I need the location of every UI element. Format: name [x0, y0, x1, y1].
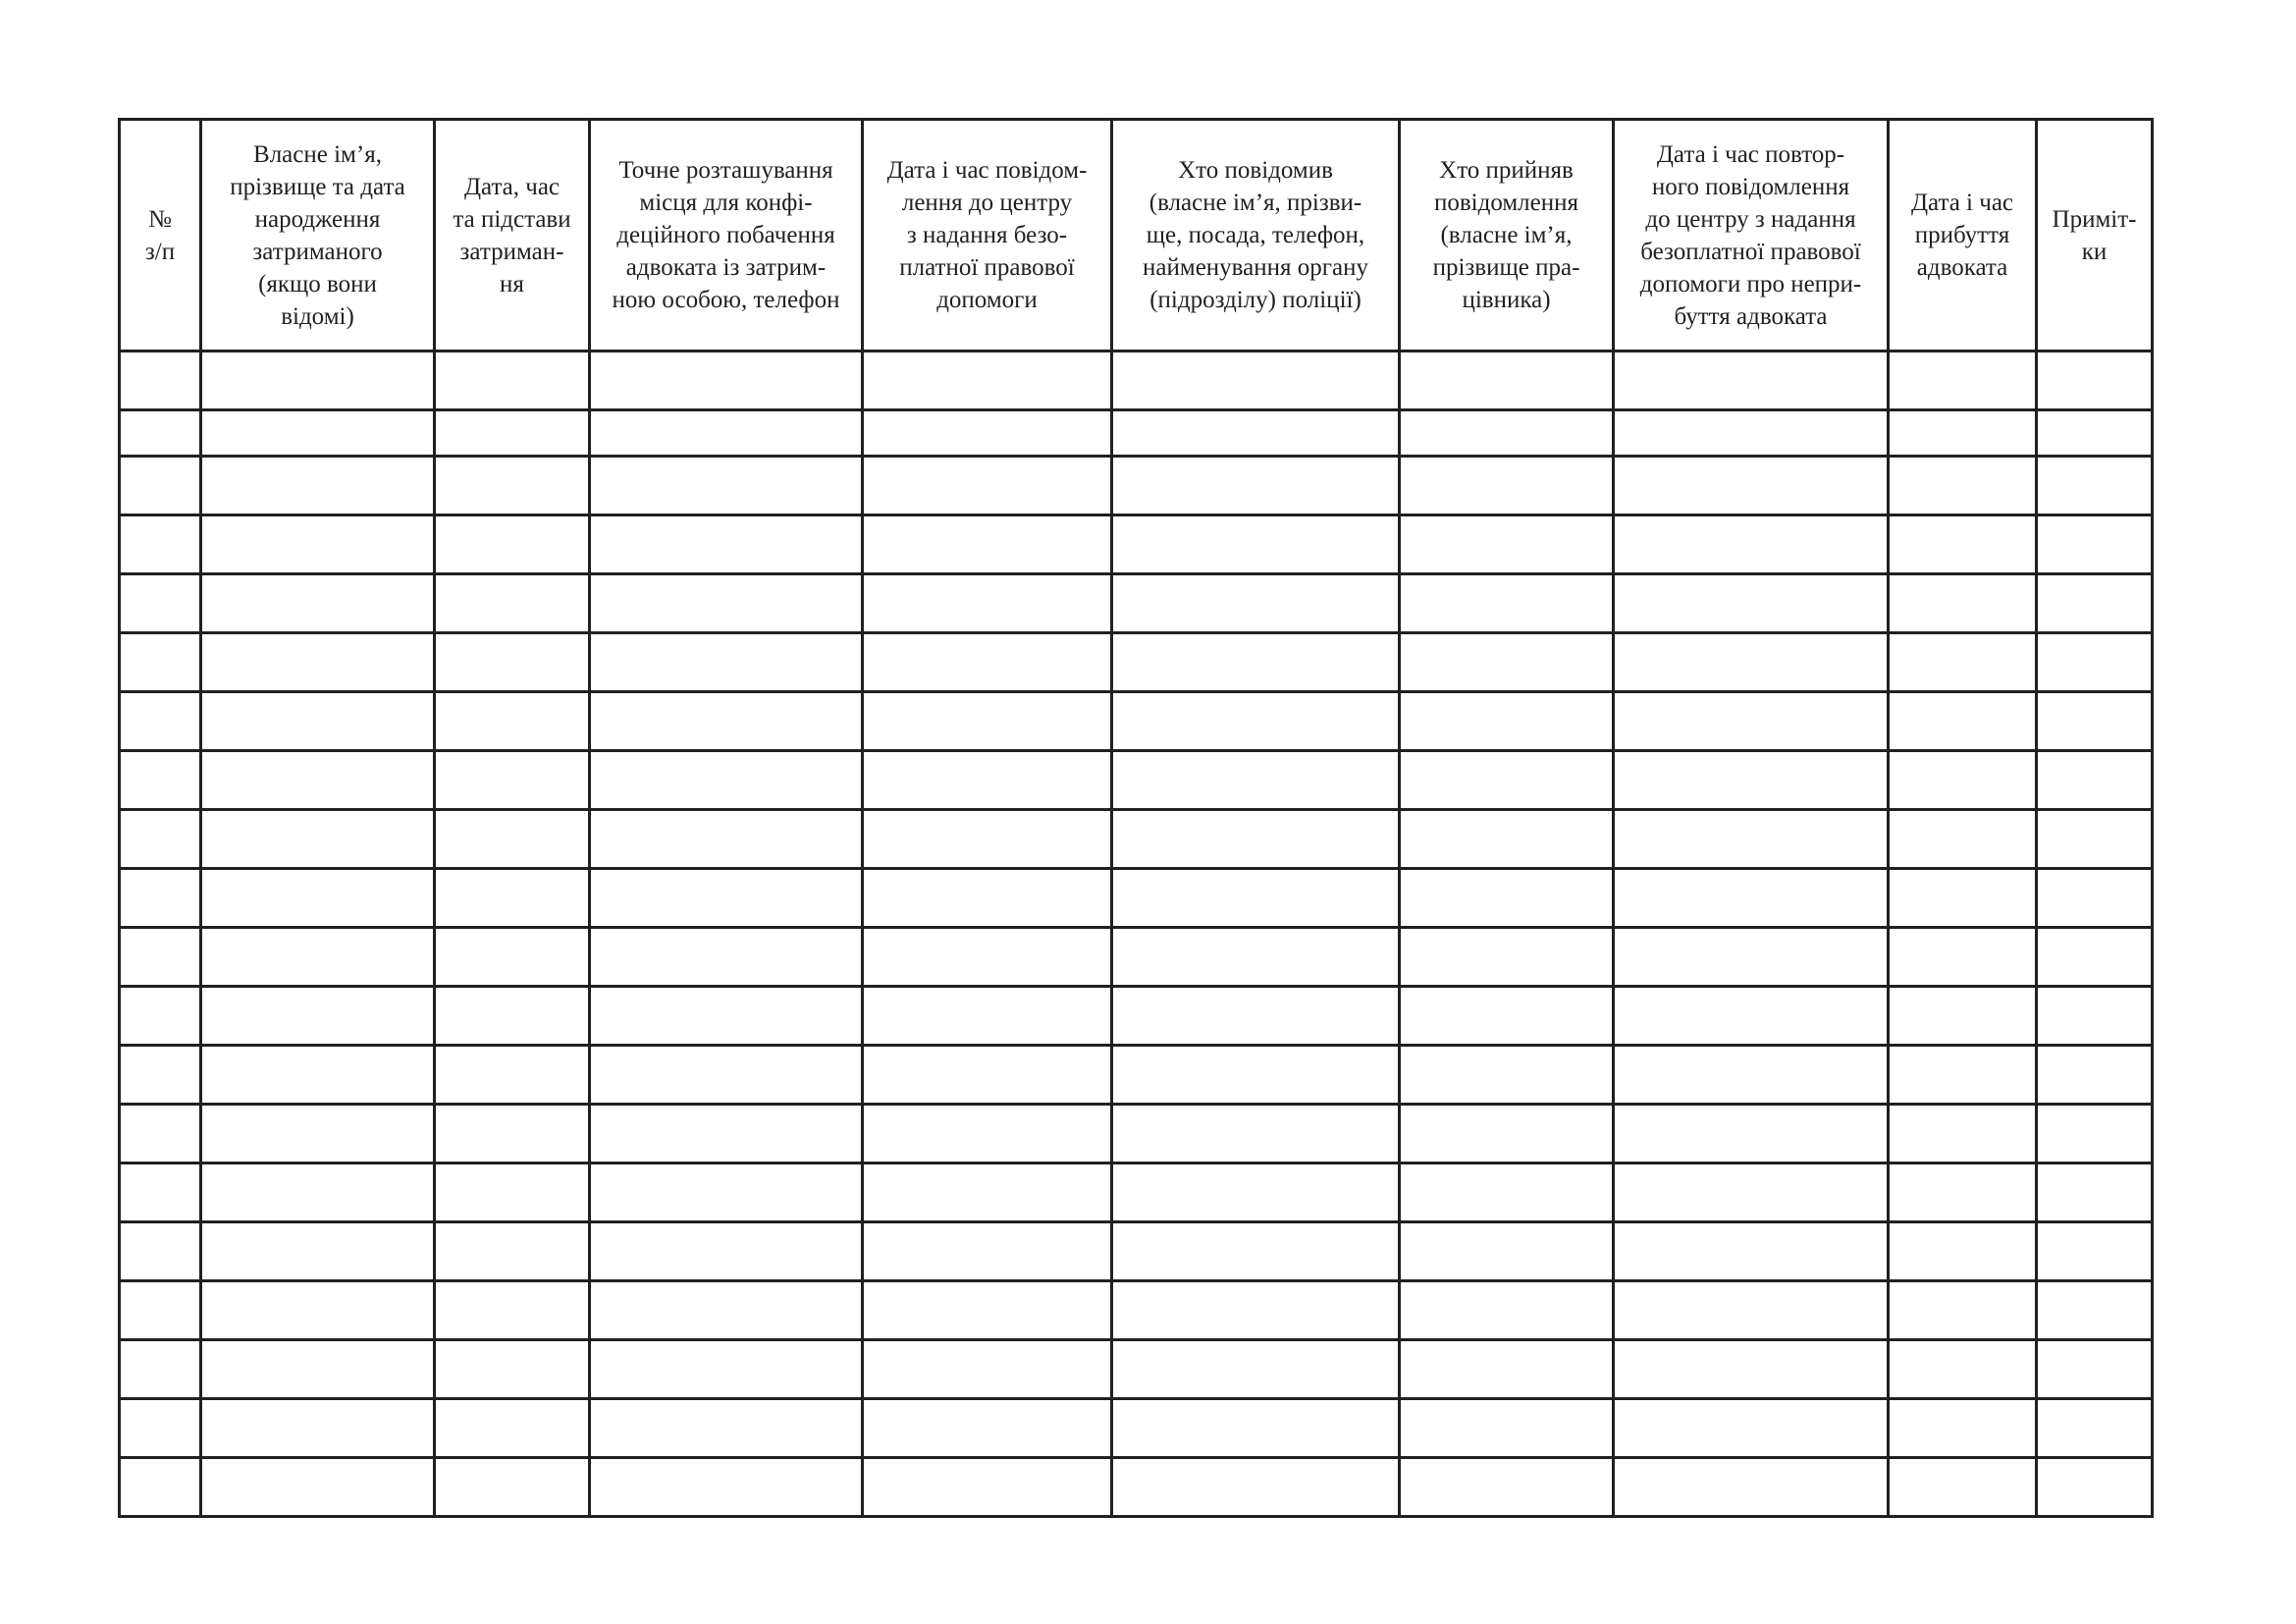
table-row	[120, 515, 2153, 574]
empty-cell[interactable]	[590, 633, 863, 692]
empty-cell[interactable]	[120, 352, 201, 410]
empty-cell[interactable]	[1112, 410, 1400, 457]
empty-cell[interactable]	[863, 1458, 1112, 1517]
empty-cell[interactable]	[120, 1281, 201, 1340]
table-row	[120, 1458, 2153, 1517]
empty-cell[interactable]	[201, 574, 435, 633]
detainee-register-table	[118, 118, 2154, 1518]
empty-cell[interactable]	[590, 810, 863, 869]
empty-cell[interactable]	[435, 869, 590, 928]
table-row	[120, 810, 2153, 869]
empty-cell[interactable]	[201, 1340, 435, 1399]
register-body	[120, 352, 2153, 1517]
empty-cell[interactable]	[120, 574, 201, 633]
column-header-repeat-notification: Дата і час повтор- ного повідомлення до центру з надання безоплатної правової допомоги про непри- буття адвоката	[1614, 120, 1889, 352]
empty-cell[interactable]	[863, 1105, 1112, 1164]
empty-cell[interactable]	[435, 633, 590, 692]
empty-cell[interactable]	[1614, 987, 1889, 1046]
empty-cell[interactable]	[1889, 352, 2037, 410]
table-row	[120, 692, 2153, 751]
empty-cell[interactable]	[435, 1222, 590, 1281]
empty-cell[interactable]	[1889, 1458, 2037, 1517]
empty-cell[interactable]	[1112, 810, 1400, 869]
empty-cell[interactable]	[1400, 1399, 1614, 1458]
empty-cell[interactable]	[590, 751, 863, 810]
empty-cell[interactable]	[1614, 692, 1889, 751]
empty-cell[interactable]	[120, 1046, 201, 1105]
column-header-notification-datetime: Дата і час повідом- лення до центру з надання безо- платної правової допомоги	[863, 120, 1112, 352]
empty-cell[interactable]	[2037, 410, 2153, 457]
empty-cell[interactable]	[863, 1222, 1112, 1281]
empty-cell[interactable]	[1889, 869, 2037, 928]
empty-cell[interactable]	[863, 1281, 1112, 1340]
empty-cell[interactable]	[435, 1046, 590, 1105]
empty-cell[interactable]	[1614, 1164, 1889, 1222]
empty-cell[interactable]	[120, 1458, 201, 1517]
empty-cell[interactable]	[120, 1340, 201, 1399]
empty-cell[interactable]	[120, 928, 201, 987]
empty-cell[interactable]	[2037, 1458, 2153, 1517]
empty-cell[interactable]	[2037, 1105, 2153, 1164]
empty-cell[interactable]	[1112, 515, 1400, 574]
empty-cell[interactable]	[435, 928, 590, 987]
empty-cell[interactable]	[120, 810, 201, 869]
empty-cell[interactable]	[1614, 457, 1889, 515]
empty-cell[interactable]	[1400, 810, 1614, 869]
empty-cell[interactable]	[1889, 692, 2037, 751]
table-row	[120, 1281, 2153, 1340]
empty-cell[interactable]	[120, 1105, 201, 1164]
empty-cell[interactable]	[863, 352, 1112, 410]
empty-cell[interactable]	[120, 987, 201, 1046]
empty-cell[interactable]	[2037, 987, 2153, 1046]
empty-cell[interactable]	[1889, 810, 2037, 869]
empty-cell[interactable]	[201, 1222, 435, 1281]
empty-cell[interactable]	[1889, 574, 2037, 633]
empty-cell[interactable]	[1889, 410, 2037, 457]
empty-cell[interactable]	[2037, 1164, 2153, 1222]
empty-cell[interactable]	[201, 751, 435, 810]
empty-cell[interactable]	[1400, 869, 1614, 928]
empty-cell[interactable]	[1889, 751, 2037, 810]
empty-cell[interactable]	[1614, 1458, 1889, 1517]
empty-cell[interactable]	[1112, 1340, 1400, 1399]
empty-cell[interactable]	[1400, 1164, 1614, 1222]
table-row	[120, 1105, 2153, 1164]
empty-cell[interactable]	[2037, 869, 2153, 928]
empty-cell[interactable]	[863, 1164, 1112, 1222]
empty-cell[interactable]	[1400, 1222, 1614, 1281]
column-header-lawyer-arrival: Дата і час прибуття адвоката	[1889, 120, 2037, 352]
empty-cell[interactable]	[435, 515, 590, 574]
empty-cell[interactable]	[435, 1164, 590, 1222]
empty-cell[interactable]	[120, 1222, 201, 1281]
empty-cell[interactable]	[863, 751, 1112, 810]
empty-cell[interactable]	[1614, 928, 1889, 987]
empty-cell[interactable]	[201, 352, 435, 410]
empty-cell[interactable]	[590, 1222, 863, 1281]
empty-cell[interactable]	[1614, 751, 1889, 810]
empty-cell[interactable]	[201, 869, 435, 928]
column-header-detention-datetime: Дата, час та підстави затриман- ня	[435, 120, 590, 352]
empty-cell[interactable]	[1400, 987, 1614, 1046]
empty-cell[interactable]	[120, 1164, 201, 1222]
empty-cell[interactable]	[590, 1340, 863, 1399]
table-row	[120, 987, 2153, 1046]
column-header-number: № з/п	[120, 120, 201, 352]
empty-cell[interactable]	[590, 1399, 863, 1458]
empty-cell[interactable]	[590, 1105, 863, 1164]
empty-cell[interactable]	[1112, 869, 1400, 928]
table-row	[120, 869, 2153, 928]
empty-cell[interactable]	[590, 352, 863, 410]
empty-cell[interactable]	[2037, 515, 2153, 574]
empty-cell[interactable]	[201, 928, 435, 987]
empty-cell[interactable]	[2037, 1340, 2153, 1399]
empty-cell[interactable]	[1112, 751, 1400, 810]
empty-cell[interactable]	[201, 633, 435, 692]
table-row	[120, 928, 2153, 987]
empty-cell[interactable]	[863, 987, 1112, 1046]
empty-cell[interactable]	[1614, 1281, 1889, 1340]
empty-cell[interactable]	[1400, 457, 1614, 515]
empty-cell[interactable]	[590, 1281, 863, 1340]
empty-cell[interactable]	[863, 1399, 1112, 1458]
empty-cell[interactable]	[863, 692, 1112, 751]
empty-cell[interactable]	[1614, 1105, 1889, 1164]
empty-cell[interactable]	[1614, 515, 1889, 574]
empty-cell[interactable]	[863, 574, 1112, 633]
empty-cell[interactable]	[201, 1164, 435, 1222]
empty-cell[interactable]	[2037, 1281, 2153, 1340]
table-row	[120, 457, 2153, 515]
empty-cell[interactable]	[1400, 1281, 1614, 1340]
empty-cell[interactable]	[1400, 633, 1614, 692]
column-header-meeting-location: Точне розташування місця для конфі- деційного побачення адвоката із затрим- ною особою, телефон	[590, 120, 863, 352]
empty-cell[interactable]	[2037, 1399, 2153, 1458]
table-row	[120, 1046, 2153, 1105]
empty-cell[interactable]	[120, 633, 201, 692]
empty-cell[interactable]	[1112, 1105, 1400, 1164]
empty-cell[interactable]	[1889, 1105, 2037, 1164]
empty-cell[interactable]	[1889, 1164, 2037, 1222]
empty-cell[interactable]	[201, 987, 435, 1046]
empty-cell[interactable]	[863, 1046, 1112, 1105]
empty-cell[interactable]	[863, 810, 1112, 869]
empty-cell[interactable]	[1400, 1046, 1614, 1105]
empty-cell[interactable]	[1400, 928, 1614, 987]
empty-cell[interactable]	[1112, 633, 1400, 692]
empty-cell[interactable]	[435, 352, 590, 410]
table-row	[120, 574, 2153, 633]
empty-cell[interactable]	[435, 1399, 590, 1458]
empty-cell[interactable]	[2037, 457, 2153, 515]
empty-cell[interactable]	[435, 457, 590, 515]
empty-cell[interactable]	[1614, 1222, 1889, 1281]
empty-cell[interactable]	[590, 869, 863, 928]
empty-cell[interactable]	[435, 751, 590, 810]
empty-cell[interactable]	[1112, 1046, 1400, 1105]
empty-cell[interactable]	[201, 457, 435, 515]
empty-cell[interactable]	[120, 692, 201, 751]
empty-cell[interactable]	[863, 633, 1112, 692]
empty-cell[interactable]	[2037, 692, 2153, 751]
empty-cell[interactable]	[2037, 352, 2153, 410]
header-row	[120, 120, 2153, 352]
table-row	[120, 1340, 2153, 1399]
empty-cell[interactable]	[201, 1399, 435, 1458]
empty-cell[interactable]	[1614, 1046, 1889, 1105]
empty-cell[interactable]	[1400, 574, 1614, 633]
table-row	[120, 633, 2153, 692]
table-row	[120, 1164, 2153, 1222]
empty-cell[interactable]	[1400, 352, 1614, 410]
empty-cell[interactable]	[201, 515, 435, 574]
empty-cell[interactable]	[1400, 751, 1614, 810]
empty-cell[interactable]	[1400, 410, 1614, 457]
table-row	[120, 1399, 2153, 1458]
empty-cell[interactable]	[1614, 410, 1889, 457]
empty-cell[interactable]	[863, 515, 1112, 574]
empty-cell[interactable]	[201, 692, 435, 751]
empty-cell[interactable]	[863, 457, 1112, 515]
empty-cell[interactable]	[1112, 352, 1400, 410]
empty-cell[interactable]	[1889, 928, 2037, 987]
empty-cell[interactable]	[1614, 352, 1889, 410]
empty-cell[interactable]	[1614, 1340, 1889, 1399]
empty-cell[interactable]	[120, 457, 201, 515]
empty-cell[interactable]	[1889, 1399, 2037, 1458]
empty-cell[interactable]	[435, 1105, 590, 1164]
column-header-received-by: Хто прийняв повідомлення (власне ім’я, прізвище пра- цівника)	[1400, 120, 1614, 352]
empty-cell[interactable]	[120, 869, 201, 928]
empty-cell[interactable]	[1400, 515, 1614, 574]
empty-cell[interactable]	[2037, 1046, 2153, 1105]
table-row	[120, 751, 2153, 810]
empty-cell[interactable]	[1889, 633, 2037, 692]
empty-cell[interactable]	[1112, 928, 1400, 987]
empty-cell[interactable]	[435, 410, 590, 457]
empty-cell[interactable]	[1889, 1340, 2037, 1399]
empty-cell[interactable]	[863, 869, 1112, 928]
empty-cell[interactable]	[1112, 1164, 1400, 1222]
empty-cell[interactable]	[1400, 1458, 1614, 1517]
empty-cell[interactable]	[863, 1340, 1112, 1399]
empty-cell[interactable]	[435, 574, 590, 633]
empty-cell[interactable]	[1400, 692, 1614, 751]
empty-cell[interactable]	[1889, 1281, 2037, 1340]
empty-cell[interactable]	[1614, 810, 1889, 869]
empty-cell[interactable]	[1614, 633, 1889, 692]
empty-cell[interactable]	[2037, 928, 2153, 987]
empty-cell[interactable]	[590, 1164, 863, 1222]
empty-cell[interactable]	[1400, 1340, 1614, 1399]
empty-cell[interactable]	[590, 1458, 863, 1517]
empty-cell[interactable]	[1112, 692, 1400, 751]
empty-cell[interactable]	[1112, 1399, 1400, 1458]
empty-cell[interactable]	[201, 1046, 435, 1105]
empty-cell[interactable]	[590, 515, 863, 574]
empty-cell[interactable]	[120, 515, 201, 574]
empty-cell[interactable]	[590, 410, 863, 457]
table-row	[120, 1222, 2153, 1281]
empty-cell[interactable]	[2037, 574, 2153, 633]
empty-cell[interactable]	[2037, 751, 2153, 810]
empty-cell[interactable]	[435, 810, 590, 869]
empty-cell[interactable]	[120, 1399, 201, 1458]
column-header-notes: Приміт- ки	[2037, 120, 2153, 352]
empty-cell[interactable]	[201, 1105, 435, 1164]
empty-cell[interactable]	[435, 1340, 590, 1399]
empty-cell[interactable]	[1889, 1046, 2037, 1105]
empty-cell[interactable]	[863, 928, 1112, 987]
empty-cell[interactable]	[435, 1458, 590, 1517]
empty-cell[interactable]	[1112, 574, 1400, 633]
empty-cell[interactable]	[1400, 1105, 1614, 1164]
empty-cell[interactable]	[1112, 987, 1400, 1046]
empty-cell[interactable]	[1112, 1281, 1400, 1340]
empty-cell[interactable]	[435, 1281, 590, 1340]
empty-cell[interactable]	[2037, 633, 2153, 692]
empty-cell[interactable]	[590, 987, 863, 1046]
empty-cell[interactable]	[435, 692, 590, 751]
empty-cell[interactable]	[120, 410, 201, 457]
empty-cell[interactable]	[590, 574, 863, 633]
empty-cell[interactable]	[2037, 1222, 2153, 1281]
empty-cell[interactable]	[201, 1458, 435, 1517]
empty-cell[interactable]	[201, 810, 435, 869]
empty-cell[interactable]	[201, 410, 435, 457]
empty-cell[interactable]	[863, 410, 1112, 457]
empty-cell[interactable]	[1614, 1399, 1889, 1458]
empty-cell[interactable]	[201, 1281, 435, 1340]
column-header-notified-by: Хто повідомив (власне ім’я, прізви- ще, посада, телефон, найменування органу (підрозділу) поліції)	[1112, 120, 1400, 352]
empty-cell[interactable]	[1614, 574, 1889, 633]
empty-cell[interactable]	[1889, 987, 2037, 1046]
empty-cell[interactable]	[590, 1046, 863, 1105]
empty-cell[interactable]	[120, 751, 201, 810]
empty-cell[interactable]	[2037, 810, 2153, 869]
column-header-detainee-name: Власне ім’я, прізвище та дата народження затриманого (якщо вони відомі)	[201, 120, 435, 352]
empty-cell[interactable]	[1112, 457, 1400, 515]
empty-cell[interactable]	[1889, 515, 2037, 574]
empty-cell[interactable]	[1889, 457, 2037, 515]
empty-cell[interactable]	[1112, 1222, 1400, 1281]
empty-cell[interactable]	[590, 928, 863, 987]
empty-cell[interactable]	[1614, 869, 1889, 928]
empty-cell[interactable]	[590, 692, 863, 751]
empty-cell[interactable]	[1112, 1458, 1400, 1517]
empty-cell[interactable]	[435, 987, 590, 1046]
table-row	[120, 410, 2153, 457]
table-row	[120, 352, 2153, 410]
empty-cell[interactable]	[590, 457, 863, 515]
empty-cell[interactable]	[1889, 1222, 2037, 1281]
